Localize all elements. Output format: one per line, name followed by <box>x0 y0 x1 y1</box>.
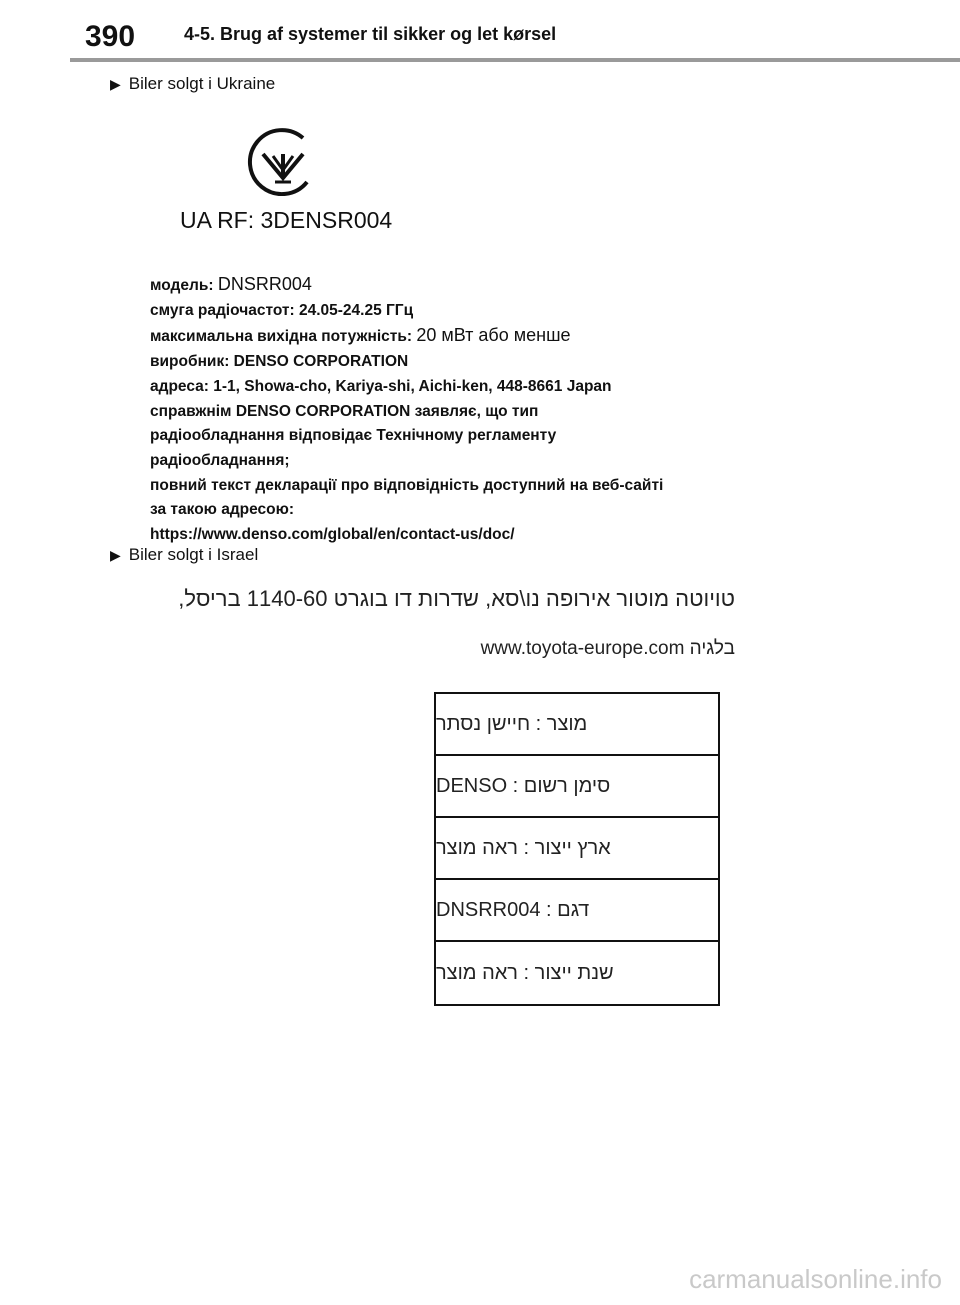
table-row: שנת ייצור : ראה מוצר <box>436 961 614 984</box>
power-line <box>150 323 850 350</box>
table-row: ארץ ייצור : ראה מוצר <box>436 818 718 880</box>
address: адреса: 1-1, Showa-cho, Kariya-shi, Aichi-ken, 448-8661 Japan <box>150 377 612 395</box>
ua-rf-code: UA RF: 3DENSR004 <box>180 207 393 233</box>
model-label: модель: <box>150 277 214 294</box>
ukraine-declaration <box>150 272 850 548</box>
declaration-line-4: повний текст декларації про відповідність доступний на веб-сайті <box>150 476 664 494</box>
declaration-line-1: справжнім DENSO CORPORATION заявляє, що тип <box>150 402 539 420</box>
header-divider <box>70 58 960 62</box>
manufacturer: виробник: DENSO CORPORATION <box>150 353 409 371</box>
table-row: מוצר : חיישן נסתר <box>436 694 718 756</box>
section-heading-ukraine-label: Biler solgt i Ukraine <box>128 74 276 93</box>
power-value: 20 мВт або менше <box>416 325 571 346</box>
chapter-title: 4-5. Brug af systemer til sikker og let kørsel <box>184 24 557 44</box>
section-heading-israel <box>110 545 258 565</box>
table-row: סימן רשום : DENSO <box>436 756 718 818</box>
israel-website-line: בלגיה www.toyota-europe.com <box>480 638 735 659</box>
section-heading-ukraine <box>110 74 275 94</box>
israel-approval-line: טויוטה מוטור אירופה נו\סא, שדרות דו בוגרט 1140-60 בריסל, <box>178 586 735 611</box>
page-number: 390 <box>84 20 136 53</box>
ukrainian-conformity-mark-icon <box>245 124 321 196</box>
page-header <box>0 0 960 62</box>
power-label: максимальна вихідна потужність: <box>150 328 413 346</box>
triangle-bullet-icon: ▶ <box>110 75 121 92</box>
model-line <box>150 272 850 299</box>
frequency-band: смуга радіочастот: 24.05-24.25 ГГц <box>150 301 414 319</box>
declaration-line-3: радіообладнання; <box>150 451 290 469</box>
table-row: דגם : DNSRR004 <box>436 880 718 942</box>
declaration-url: https://www.denso.com/global/en/contact-us/doc/ <box>150 526 515 544</box>
model-value: DNSRR004 <box>217 274 312 294</box>
watermark: carmanualsonline.info <box>689 1264 942 1294</box>
declaration-line-5: за такою адресою: <box>150 501 295 519</box>
triangle-bullet-icon: ▶ <box>110 546 121 563</box>
israel-info-table <box>434 692 720 1006</box>
declaration-line-2: радіообладнання відповідає Технічному регламенту <box>150 427 557 445</box>
section-heading-israel-label: Biler solgt i Israel <box>128 545 259 564</box>
